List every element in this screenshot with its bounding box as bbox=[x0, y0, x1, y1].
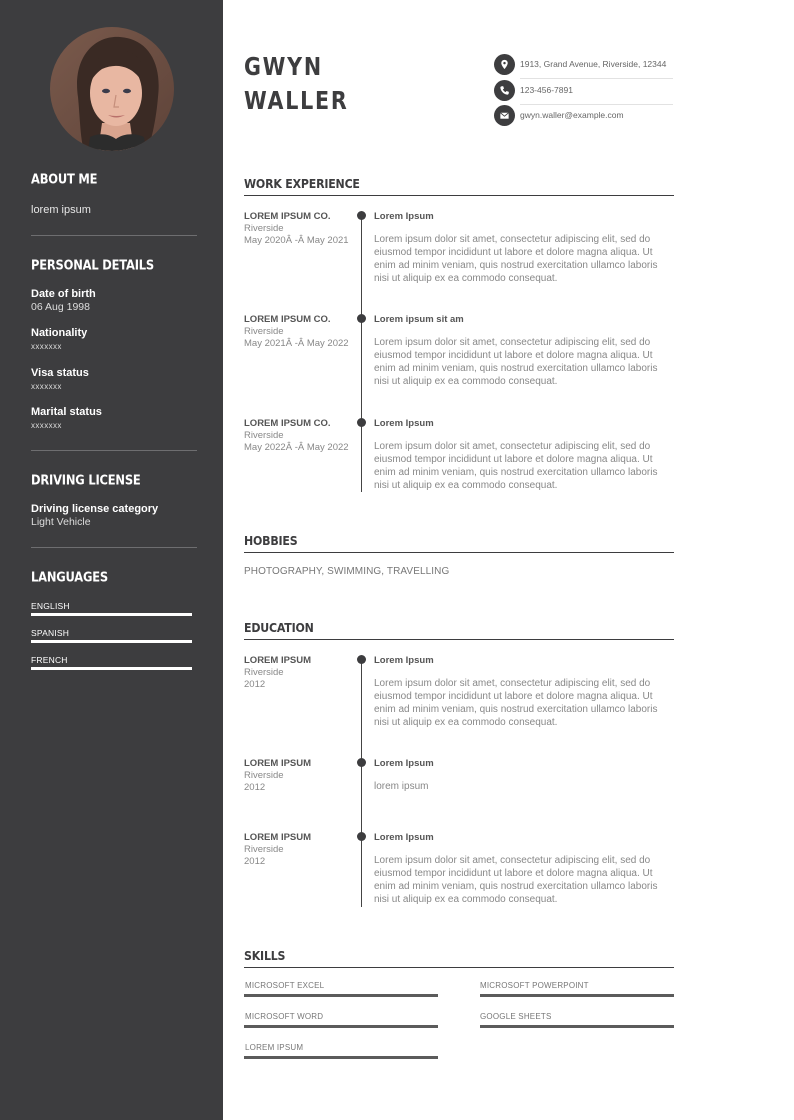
language-name: ENGLISH bbox=[31, 601, 70, 611]
language-level-bar bbox=[31, 667, 192, 670]
degree-description: Lorem ipsum dolor sit amet, consectetur adipiscing elit, sed do eiusmod tempor incididunt ut labore et dolore magna aliqua. Ut enim ad minim veniam, quis nostrud exercitation ullamco laboris nisi ut aliquip ex ea commodo consequat. bbox=[374, 855, 658, 905]
employment-dates: May 2020Â -Â May 2021 bbox=[244, 235, 349, 247]
language-name: FRENCH bbox=[31, 655, 68, 665]
company-name: LOREM IPSUM CO. bbox=[244, 211, 331, 222]
skill-name: GOOGLE SHEETS bbox=[480, 1012, 552, 1021]
skills-heading: SKILLS bbox=[244, 949, 286, 964]
language-name: SPANISH bbox=[31, 628, 70, 638]
company-name: LOREM IPSUM CO. bbox=[244, 418, 331, 429]
skill-name: MICROSOFT POWERPOINT bbox=[480, 981, 589, 990]
sidebar bbox=[0, 0, 223, 1120]
section-rule bbox=[244, 195, 674, 196]
timeline-dot bbox=[357, 758, 366, 767]
education-entry-meta bbox=[244, 758, 354, 795]
languages-heading: LANGUAGES bbox=[31, 569, 108, 585]
languages-heading-wrap bbox=[31, 569, 197, 583]
sidebar-divider bbox=[31, 450, 197, 451]
personal-details-heading-wrap bbox=[31, 257, 197, 271]
timeline-dot bbox=[357, 211, 366, 220]
degree-title: Lorem Ipsum bbox=[374, 832, 434, 843]
hobbies-heading: HOBBIES bbox=[244, 534, 298, 549]
degree-description: lorem ipsum bbox=[374, 781, 429, 792]
personal-detail-item bbox=[31, 367, 197, 393]
company-location: Riverside bbox=[244, 223, 284, 234]
job-description: Lorem ipsum dolor sit amet, consectetur adipiscing elit, sed do eiusmod tempor incididunt ut labore et dolore magna aliqua. Ut enim ad minim veniam, quis nostrud exercitation ullamco laboris nisi ut aliquip ex ea commodo consequat. bbox=[374, 234, 658, 284]
address-text: 1913, Grand Avenue, Riverside, 12344 bbox=[520, 59, 667, 69]
personal-detail-label: Nationality bbox=[31, 327, 88, 339]
about-me-section bbox=[31, 171, 197, 185]
job-description: Lorem ipsum dolor sit amet, consectetur adipiscing elit, sed do eiusmod tempor incididunt ut labore et dolore magna aliqua. Ut enim ad minim veniam, quis nostrud exercitation ullamco laboris nisi ut aliquip ex ea commodo consequat. bbox=[374, 337, 658, 387]
personal-details-heading: PERSONAL DETAILS bbox=[31, 257, 154, 273]
employment-dates: May 2021Â -Â May 2022 bbox=[244, 338, 349, 350]
driving-license-label: Driving license category bbox=[31, 503, 159, 515]
school-name: LOREM IPSUM bbox=[244, 655, 312, 666]
work-entry-body bbox=[374, 211, 674, 285]
timeline-dot bbox=[357, 832, 366, 841]
map-pin-icon bbox=[494, 54, 515, 75]
personal-detail-label: Marital status bbox=[31, 406, 102, 418]
last-name: WALLER bbox=[244, 85, 349, 116]
degree-title: Lorem Ipsum bbox=[374, 758, 434, 769]
school-location: Riverside bbox=[244, 770, 284, 781]
education-entry-meta bbox=[244, 832, 354, 869]
sidebar-divider bbox=[31, 547, 197, 548]
skill-level-bar bbox=[480, 1025, 674, 1028]
education-entry-body bbox=[374, 832, 674, 906]
section-rule bbox=[244, 639, 674, 640]
company-location: Riverside bbox=[244, 326, 284, 337]
section-rule bbox=[244, 552, 674, 553]
phone-text: 123-456-7891 bbox=[520, 85, 573, 95]
skill-level-bar bbox=[244, 1056, 438, 1059]
education-year: 2012 bbox=[244, 782, 266, 794]
skill-name: MICROSOFT EXCEL bbox=[245, 981, 325, 990]
sidebar-divider bbox=[31, 235, 197, 236]
work-entry-body bbox=[374, 418, 674, 492]
about-me-text: lorem ipsum bbox=[31, 204, 91, 216]
work-entry-meta bbox=[244, 314, 354, 351]
driving-license-value: Light Vehicle bbox=[31, 516, 91, 528]
job-title: Lorem Ipsum bbox=[374, 418, 434, 429]
personal-detail-value: xxxxxxx bbox=[31, 382, 62, 391]
email-text: gwyn.waller@example.com bbox=[520, 110, 624, 120]
contact-divider bbox=[520, 78, 673, 79]
school-location: Riverside bbox=[244, 844, 284, 855]
personal-detail-item bbox=[31, 406, 197, 432]
job-title: Lorem Ipsum bbox=[374, 211, 434, 222]
education-year: 2012 bbox=[244, 856, 266, 868]
employment-dates: May 2022Â -Â May 2022 bbox=[244, 442, 349, 454]
job-title: Lorem ipsum sit am bbox=[374, 314, 464, 325]
skill-level-bar bbox=[244, 1025, 438, 1028]
work-entry-meta bbox=[244, 211, 354, 248]
driving-license-heading: DRIVING LICENSE bbox=[31, 472, 141, 488]
skill-level-bar bbox=[244, 994, 438, 997]
profile-photo bbox=[50, 27, 174, 151]
education-entry-meta bbox=[244, 655, 354, 692]
skill-name: MICROSOFT WORD bbox=[245, 1012, 324, 1021]
school-name: LOREM IPSUM bbox=[244, 832, 312, 843]
skill-level-bar bbox=[480, 994, 674, 997]
school-location: Riverside bbox=[244, 667, 284, 678]
first-name: GWYN bbox=[244, 52, 323, 82]
hobbies-text: PHOTOGRAPHY, SWIMMING, TRAVELLING bbox=[244, 566, 450, 577]
skill-name: LOREM IPSUM bbox=[245, 1043, 304, 1052]
about-me-heading: ABOUT ME bbox=[31, 171, 98, 187]
education-timeline-line bbox=[361, 659, 362, 907]
language-level-bar bbox=[31, 613, 192, 616]
envelope-icon bbox=[494, 105, 515, 126]
personal-detail-value: 06 Aug 1998 bbox=[31, 301, 90, 313]
work-experience-heading: WORK EXPERIENCE bbox=[244, 177, 360, 192]
degree-title: Lorem Ipsum bbox=[374, 655, 434, 666]
driving-license-heading-wrap bbox=[31, 472, 197, 486]
work-entry-meta bbox=[244, 418, 354, 455]
contact-address bbox=[494, 54, 674, 79]
education-entry-body bbox=[374, 655, 674, 729]
timeline-dot bbox=[357, 314, 366, 323]
personal-detail-item bbox=[31, 288, 197, 314]
personal-detail-label: Date of birth bbox=[31, 288, 96, 300]
education-year: 2012 bbox=[244, 679, 266, 691]
job-description: Lorem ipsum dolor sit amet, consectetur adipiscing elit, sed do eiusmod tempor incididunt ut labore et dolore magna aliqua. Ut enim ad minim veniam, quis nostrud exercitation ullamco laboris nisi ut aliquip ex ea commodo consequat. bbox=[374, 441, 658, 491]
candidate-name bbox=[244, 50, 348, 117]
timeline-dot bbox=[357, 418, 366, 427]
work-entry-body bbox=[374, 314, 674, 388]
company-location: Riverside bbox=[244, 430, 284, 441]
phone-icon bbox=[494, 80, 515, 101]
section-rule bbox=[244, 967, 674, 968]
contact-email bbox=[494, 105, 674, 130]
timeline-dot bbox=[357, 655, 366, 664]
personal-detail-value: xxxxxxx bbox=[31, 421, 62, 430]
education-heading: EDUCATION bbox=[244, 621, 314, 636]
education-entry-body bbox=[374, 758, 674, 793]
language-level-bar bbox=[31, 640, 192, 643]
degree-description: Lorem ipsum dolor sit amet, consectetur adipiscing elit, sed do eiusmod tempor incididunt ut labore et dolore magna aliqua. Ut enim ad minim veniam, quis nostrud exercitation ullamco laboris nisi ut aliquip ex ea commodo consequat. bbox=[374, 678, 658, 728]
personal-detail-label: Visa status bbox=[31, 367, 89, 379]
personal-detail-item bbox=[31, 327, 197, 353]
driving-license-item bbox=[31, 503, 197, 529]
school-name: LOREM IPSUM bbox=[244, 758, 312, 769]
work-timeline-line bbox=[361, 215, 362, 492]
contact-phone bbox=[494, 80, 674, 105]
company-name: LOREM IPSUM CO. bbox=[244, 314, 331, 325]
personal-detail-value: xxxxxxx bbox=[31, 342, 62, 351]
